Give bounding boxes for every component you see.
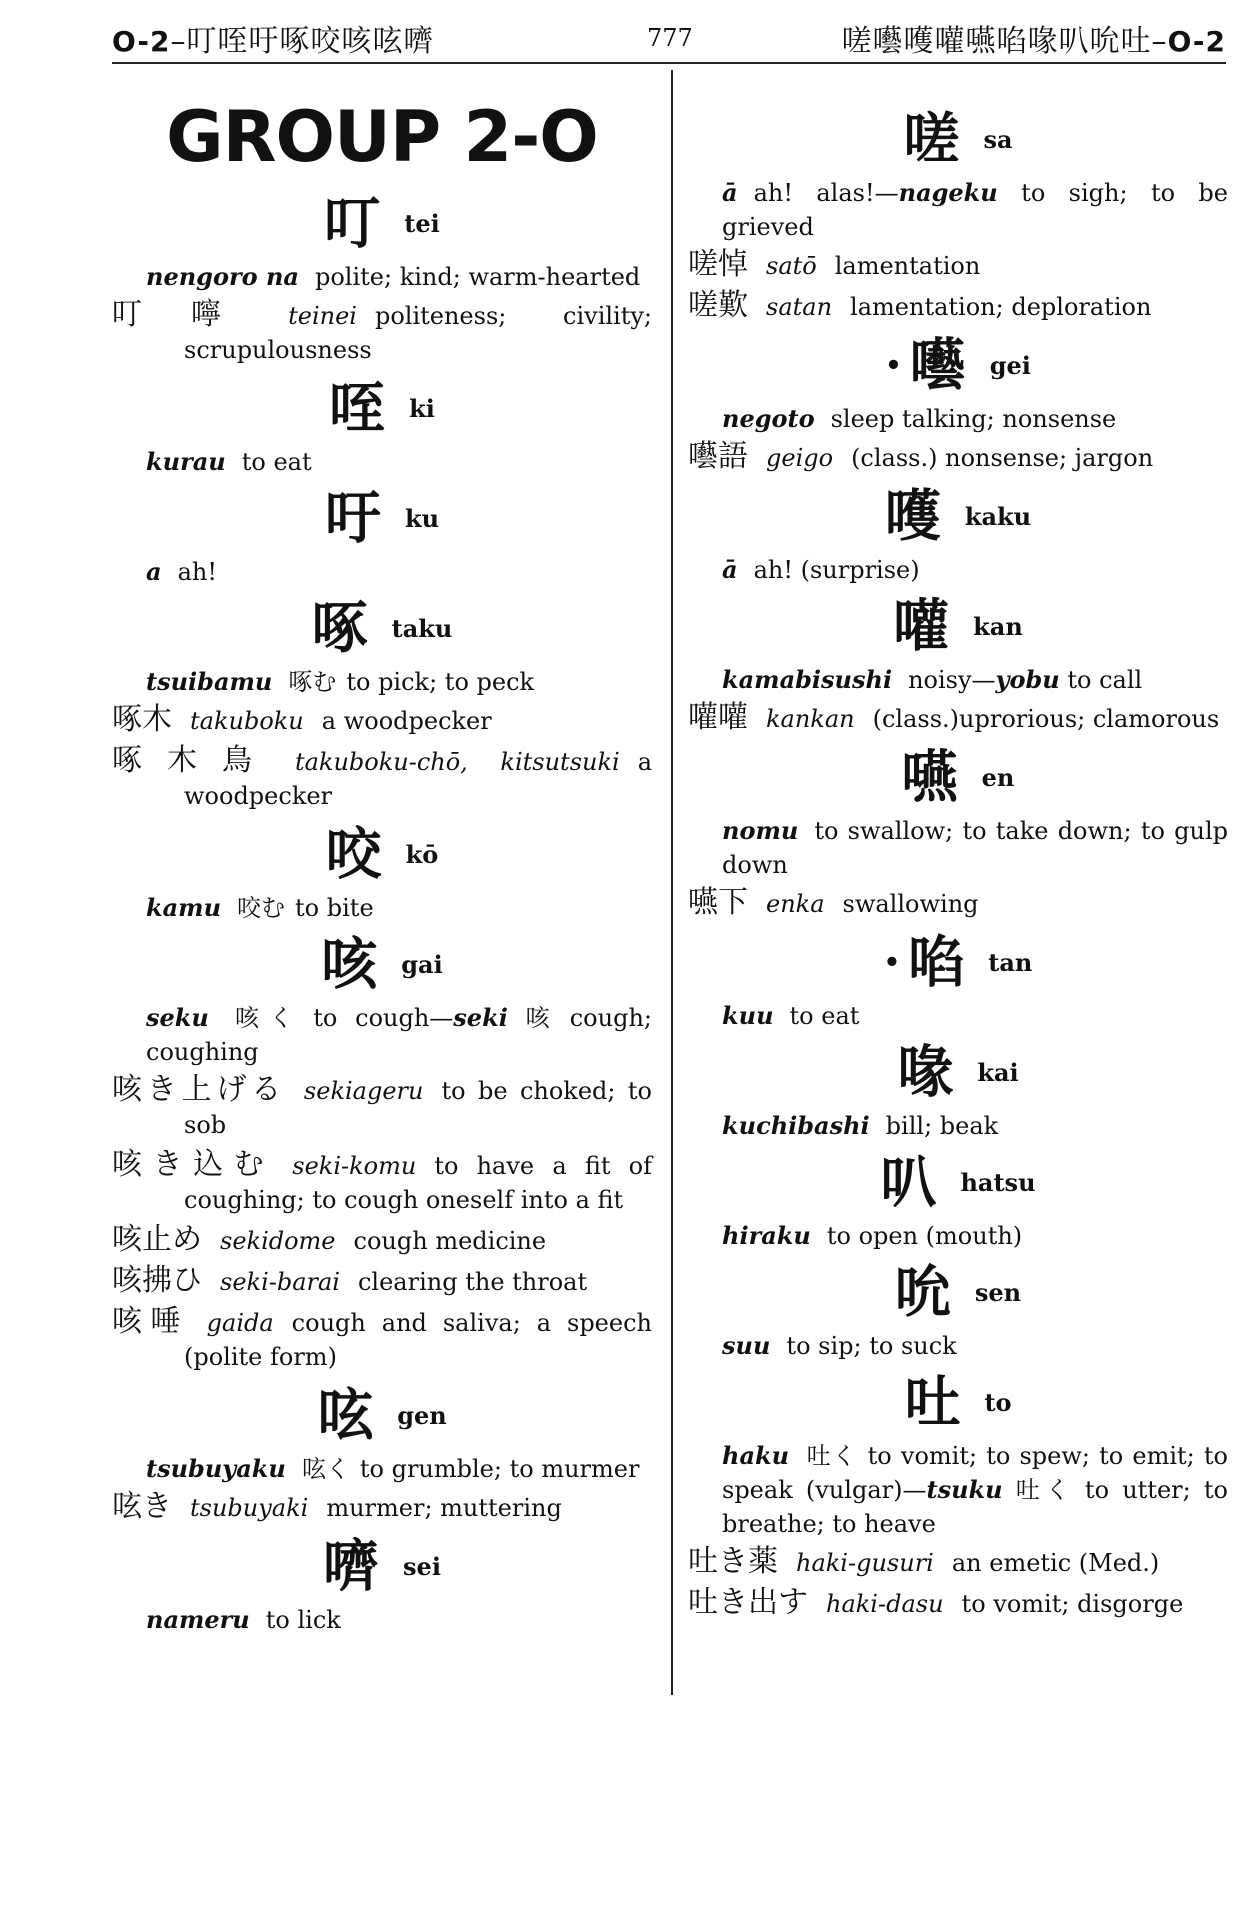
kun-reading-secondary: yobu	[995, 665, 1060, 694]
headword-kanji: 喙	[897, 1039, 954, 1106]
entry	[112, 1531, 652, 1637]
compound-entry	[688, 440, 1228, 475]
compound-kanji: 咳唾	[112, 1304, 189, 1339]
on-reading: en	[981, 762, 1015, 792]
kun-reading: kurau	[146, 447, 226, 476]
compound-kanji: 咳拂ひ	[112, 1263, 202, 1298]
compound-romaji: haki-gusuri	[796, 1549, 934, 1577]
entry-headword	[112, 1531, 652, 1601]
kun-reading: ā	[722, 555, 738, 584]
compound-romaji: satan	[766, 293, 833, 321]
definition-text: noisy—	[908, 666, 996, 694]
compound-meaning: (class.) nonsense; jargon	[851, 444, 1154, 472]
compound-kanji: 叮嚀	[112, 297, 271, 332]
compound-romaji: seki-barai	[220, 1268, 340, 1296]
compound-romaji: haki-dasu	[826, 1590, 944, 1618]
entry-headword	[688, 330, 1228, 400]
compound-romaji: sekidome	[220, 1227, 336, 1255]
on-reading: gei	[989, 350, 1031, 380]
definition-text: ah! alas!—	[753, 179, 899, 207]
header-right-kanji: 嗟囈嚄嚾嚥啗喙叭吮吐–	[841, 24, 1168, 59]
kun-reading-secondary: tsuku	[926, 1475, 1003, 1504]
on-reading: gen	[397, 1400, 447, 1430]
on-reading: tei	[404, 208, 440, 238]
compound-kanji: 呟き	[112, 1489, 172, 1524]
entry	[688, 481, 1228, 587]
kana-form-secondary: 吐く	[1015, 1476, 1075, 1504]
left-entry-list	[112, 188, 652, 1637]
compound-meaning: to be choked; to sob	[184, 1077, 653, 1139]
definition	[688, 1329, 1228, 1363]
kun-reading: tsuibamu	[146, 667, 273, 696]
entry-headword	[112, 929, 652, 999]
compound-entry	[688, 701, 1228, 736]
headword-kanji: 嚄	[884, 483, 941, 550]
compound-entry	[112, 1490, 652, 1525]
right-entry-list	[688, 104, 1228, 1621]
entry-headword	[688, 1037, 1228, 1107]
compound-meaning: a woodpecker	[184, 748, 652, 810]
definition-text-secondary: cough; coughing	[146, 1004, 652, 1066]
compound-romaji: geigo	[766, 444, 834, 472]
compound-kanji: 吐き薬	[688, 1544, 778, 1579]
kun-reading: tsubuyaku	[146, 1454, 286, 1483]
compound-entry	[112, 1264, 652, 1299]
compound-meaning: cough medicine	[353, 1227, 547, 1255]
compound-kanji: 嗟悼	[688, 247, 748, 282]
compound-entry	[112, 1073, 652, 1142]
kun-reading: negoto	[722, 404, 815, 433]
entry	[112, 1380, 652, 1525]
entry-headword	[112, 483, 652, 553]
on-reading: gai	[401, 949, 443, 979]
on-reading: kai	[977, 1057, 1019, 1087]
definition	[688, 402, 1228, 436]
definition	[112, 260, 652, 294]
on-reading: taku	[391, 613, 453, 643]
compound-entry	[112, 744, 652, 813]
compound-meaning: lamentation	[834, 252, 981, 280]
compound-entry	[112, 1305, 652, 1374]
right-column	[688, 100, 1228, 1627]
definition-text: to swallow; to take down; to gulp down	[722, 817, 1228, 879]
compound-romaji: takuboku-chō, kitsutsuki	[294, 748, 620, 776]
column-divider	[671, 70, 673, 1695]
compound-meaning: a woodpecker	[321, 707, 492, 735]
definition	[688, 1109, 1228, 1143]
definition	[688, 176, 1228, 244]
kun-reading: a	[146, 557, 162, 586]
entry	[112, 188, 652, 367]
compound-kanji: 囈語	[688, 439, 748, 474]
definition	[112, 891, 652, 925]
entry	[688, 591, 1228, 736]
entry-headword	[112, 1380, 652, 1450]
compound-kanji: 咳き上げる	[112, 1072, 286, 1107]
on-reading: ki	[409, 393, 435, 423]
definition-text: polite; kind; warm-hearted	[314, 263, 641, 291]
compound-romaji: kankan	[766, 705, 855, 733]
entry	[112, 819, 652, 925]
compound-romaji: satō	[766, 252, 817, 280]
definition-text-secondary: to utter; to breathe; to heave	[722, 1476, 1228, 1538]
on-reading: kan	[973, 611, 1023, 641]
compound-entry	[688, 1586, 1228, 1621]
definition-text: to lick	[265, 1606, 341, 1634]
kana-form: 咬む	[237, 894, 286, 922]
definition	[688, 999, 1228, 1033]
headword-kanji: 嗟	[903, 106, 960, 173]
definition-text: to eat	[789, 1002, 860, 1030]
kun-reading: kuu	[722, 1001, 774, 1030]
kana-form-secondary: 咳	[525, 1004, 560, 1032]
page-number: 777	[647, 24, 693, 52]
kun-reading: nengoro na	[146, 262, 299, 291]
compound-meaning: swallowing	[842, 890, 979, 918]
entry	[688, 742, 1228, 921]
kun-reading-secondary: seki	[453, 1003, 508, 1032]
compound-entry	[112, 1148, 652, 1217]
on-reading: sen	[974, 1277, 1022, 1307]
headword-kanji: 咥	[329, 375, 386, 442]
left-column	[112, 92, 652, 1641]
compound-meaning: lamentation; deploration	[850, 293, 1152, 321]
compound-meaning: clearing the throat	[357, 1268, 588, 1296]
entry	[688, 927, 1228, 1033]
definition-text: to sip; to suck	[786, 1332, 957, 1360]
entry-headword	[112, 593, 652, 663]
kana-form: 咳く	[224, 1004, 304, 1032]
header-rule	[112, 62, 1226, 64]
on-reading: kaku	[964, 501, 1032, 531]
compound-romaji: seki-komu	[292, 1152, 417, 1180]
on-reading: sa	[983, 124, 1013, 154]
headword-kanji: 嚌	[323, 1533, 380, 1600]
kun-reading: seku	[146, 1003, 209, 1032]
kun-reading: nameru	[146, 1605, 250, 1634]
compound-entry	[688, 1545, 1228, 1580]
compound-kanji: 嚾嚾	[688, 700, 748, 735]
entry	[112, 373, 652, 479]
headword-kanji: 囈	[909, 332, 966, 399]
compound-romaji: teinei	[288, 302, 357, 330]
on-reading: to	[984, 1387, 1012, 1417]
group-title: GROUP 2-O	[166, 96, 598, 178]
entry-headword	[688, 1147, 1228, 1217]
definition-text: to grumble; to murmer	[359, 1455, 640, 1483]
definition-text: to vomit; to spew; to emit; to speak (vulgar)—	[722, 1442, 1229, 1504]
entry-headword	[688, 1257, 1228, 1327]
entry	[112, 929, 652, 1374]
bullet-mark: •	[885, 350, 902, 381]
headword-kanji: 嚥	[901, 744, 958, 811]
definition-text: to cough—	[313, 1004, 454, 1032]
compound-kanji: 吐き出す	[688, 1585, 808, 1620]
headword-kanji: 吐	[904, 1369, 961, 1436]
compound-romaji: takuboku	[190, 707, 304, 735]
entry	[112, 593, 652, 813]
headword-kanji: 叮	[324, 190, 381, 257]
definition	[112, 555, 652, 589]
definition-text: bill; beak	[885, 1112, 999, 1140]
definition-text: to eat	[241, 448, 312, 476]
definition-text: ah! (surprise)	[753, 556, 920, 584]
definition	[688, 814, 1228, 882]
compound-entry	[688, 248, 1228, 283]
entry-headword	[112, 188, 652, 258]
entry-headword	[688, 104, 1228, 174]
compound-meaning: an emetic (Med.)	[951, 1549, 1160, 1577]
compound-meaning: murmer; muttering	[326, 1494, 562, 1522]
compound-entry	[112, 1223, 652, 1258]
kun-reading: kamabisushi	[722, 665, 893, 694]
on-reading: tan	[988, 947, 1033, 977]
definition	[112, 445, 652, 479]
header-left	[112, 16, 434, 60]
kun-reading: hiraku	[722, 1221, 811, 1250]
entry-headword	[688, 927, 1228, 997]
definition	[112, 665, 652, 699]
headword-kanji: 吁	[324, 485, 381, 552]
entry-headword	[688, 481, 1228, 551]
definition	[688, 1439, 1228, 1541]
on-reading: kō	[405, 839, 439, 869]
entry	[688, 1257, 1228, 1363]
kana-form: 呟く	[301, 1455, 350, 1483]
running-header	[112, 8, 1226, 58]
kun-reading: haku	[722, 1441, 790, 1470]
headword-kanji: 啄	[311, 595, 368, 662]
headword-kanji: 啗	[908, 929, 965, 996]
compound-romaji: sekiageru	[303, 1077, 424, 1105]
header-left-kanji: –叮咥吁啄咬咳呟嚌	[170, 24, 435, 59]
kun-reading: suu	[722, 1331, 771, 1360]
entry-headword	[688, 591, 1228, 661]
compound-romaji: enka	[766, 890, 825, 918]
headword-kanji: 咬	[325, 821, 382, 888]
definition-text: to pick; to peck	[346, 668, 535, 696]
kun-reading: kamu	[146, 893, 222, 922]
compound-entry	[688, 289, 1228, 324]
compound-kanji: 咳き込む	[112, 1147, 275, 1182]
on-reading: sei	[403, 1551, 441, 1581]
headword-kanji: 呟	[317, 1382, 374, 1449]
compound-meaning: to vomit; disgorge	[961, 1590, 1184, 1618]
compound-meaning: cough and saliva; a speech (polite form)	[184, 1309, 652, 1371]
kun-reading: ā	[722, 178, 738, 207]
definition	[688, 1219, 1228, 1253]
header-right-section: O-2	[1167, 25, 1226, 58]
definition-text: to bite	[295, 894, 374, 922]
definition-text: sleep talking; nonsense	[830, 405, 1117, 433]
definition-text-secondary: to sigh; to be grieved	[722, 179, 1228, 241]
headword-kanji: 叭	[880, 1149, 937, 1216]
kun-reading: nomu	[722, 816, 799, 845]
definition-text: to open (mouth)	[826, 1222, 1023, 1250]
compound-meaning: (class.)uproriоus; clamorous	[872, 705, 1220, 733]
entry	[688, 104, 1228, 324]
kun-reading: kuchibashi	[722, 1111, 870, 1140]
definition-text-secondary: to call	[1067, 666, 1143, 694]
kana-form: 啄む	[288, 668, 337, 696]
header-right	[842, 16, 1226, 60]
headword-kanji: 嚾	[893, 593, 950, 660]
entry-headword	[112, 819, 652, 889]
bullet-mark: •	[883, 947, 901, 978]
compound-entry	[112, 703, 652, 738]
compound-kanji: 咳止め	[112, 1222, 202, 1257]
entry	[688, 1037, 1228, 1143]
entry	[112, 483, 652, 589]
compound-kanji: 啄木	[112, 702, 172, 737]
headword-kanji: 吮	[894, 1259, 951, 1326]
definition-text: ah!	[177, 558, 217, 586]
compound-meaning: politeness; civility; scrupulousness	[184, 302, 653, 364]
definition	[688, 663, 1228, 697]
definition	[112, 1603, 652, 1637]
definition	[688, 553, 1228, 587]
compound-kanji: 啄木鳥	[112, 743, 277, 778]
on-reading: ku	[404, 503, 440, 533]
compound-kanji: 嗟歎	[688, 288, 748, 323]
definition	[112, 1452, 652, 1486]
entry-headword	[688, 1367, 1228, 1437]
compound-kanji: 嚥下	[688, 885, 748, 920]
compound-entry	[112, 298, 652, 367]
kana-form: 吐く	[805, 1442, 858, 1470]
entry-headword	[688, 742, 1228, 812]
kun-reading-secondary: nageku	[898, 178, 998, 207]
compound-romaji: tsubuyaki	[190, 1494, 309, 1522]
definition	[112, 1001, 652, 1069]
headword-kanji: 咳	[321, 931, 378, 998]
entry	[688, 330, 1228, 475]
on-reading: hatsu	[960, 1167, 1036, 1197]
header-left-section: O-2	[112, 25, 171, 58]
compound-meaning: to have a fit of coughing; to cough oneself into a fit	[184, 1152, 652, 1214]
entry-headword	[112, 373, 652, 443]
entry	[688, 1147, 1228, 1253]
compound-entry	[688, 886, 1228, 921]
entry	[688, 1367, 1228, 1621]
compound-romaji: gaida	[206, 1309, 274, 1337]
